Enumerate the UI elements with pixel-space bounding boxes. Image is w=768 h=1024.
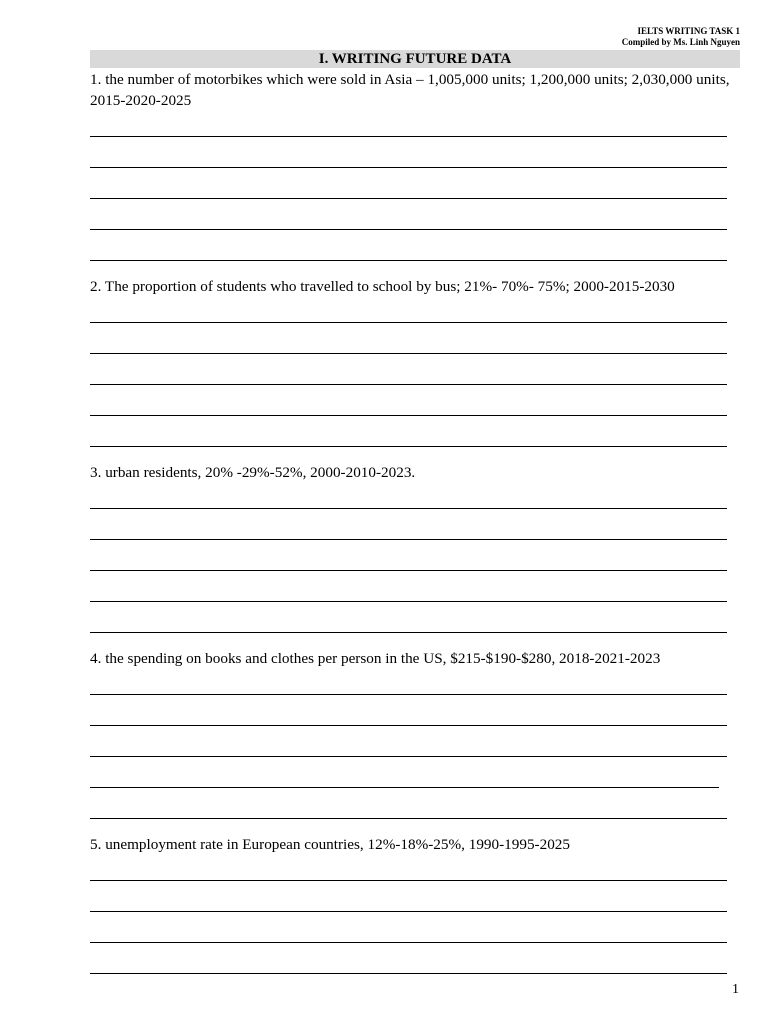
answer-line[interactable] — [90, 818, 727, 819]
answer-line[interactable] — [90, 136, 727, 137]
answer-line[interactable] — [90, 632, 727, 633]
answer-line[interactable] — [90, 880, 727, 881]
document-header — [622, 26, 740, 48]
answer-line[interactable] — [90, 198, 727, 199]
answer-line[interactable] — [90, 694, 727, 695]
answer-line[interactable] — [90, 787, 719, 788]
answer-line[interactable] — [90, 756, 727, 757]
question-5: 5. unemployment rate in European countries, 12%-18%-25%, 1990-1995-2025 — [90, 836, 570, 853]
question-4: 4. the spending on books and clothes per person in the US, $215-$190-$280, 2018-2021-2023 — [90, 650, 661, 667]
header-author: Compiled by Ms. Linh Nguyen — [621, 37, 740, 47]
page-number: 1 — [732, 982, 739, 997]
answer-line[interactable] — [90, 942, 727, 943]
answer-line[interactable] — [90, 322, 727, 323]
answer-line[interactable] — [90, 415, 727, 416]
answer-line[interactable] — [90, 911, 727, 912]
answer-line[interactable] — [90, 384, 727, 385]
answer-line[interactable] — [90, 570, 727, 571]
question-1: 1. the number of motorbikes which were sold in Asia – 1,005,000 units; 1,200,000 units; 2,030,000 units, 2015-2020-2025 — [90, 71, 730, 109]
answer-line[interactable] — [90, 353, 727, 354]
answer-line[interactable] — [90, 229, 727, 230]
section-title: I. WRITING FUTURE DATA — [90, 50, 740, 68]
answer-line[interactable] — [90, 260, 727, 261]
answer-line[interactable] — [90, 973, 727, 974]
answer-line[interactable] — [90, 539, 727, 540]
answer-line[interactable] — [90, 167, 727, 168]
answer-line[interactable] — [90, 725, 727, 726]
header-course-title: IELTS WRITING TASK 1 — [637, 26, 740, 36]
question-3: 3. urban residents, 20% -29%-52%, 2000-2010-2023. — [90, 464, 416, 481]
answer-line[interactable] — [90, 446, 727, 447]
question-2: 2. The proportion of students who travelled to school by bus; 21%- 70%- 75%; 2000-2015-2030 — [90, 278, 675, 295]
answer-line[interactable] — [90, 601, 727, 602]
answer-line[interactable] — [90, 508, 727, 509]
